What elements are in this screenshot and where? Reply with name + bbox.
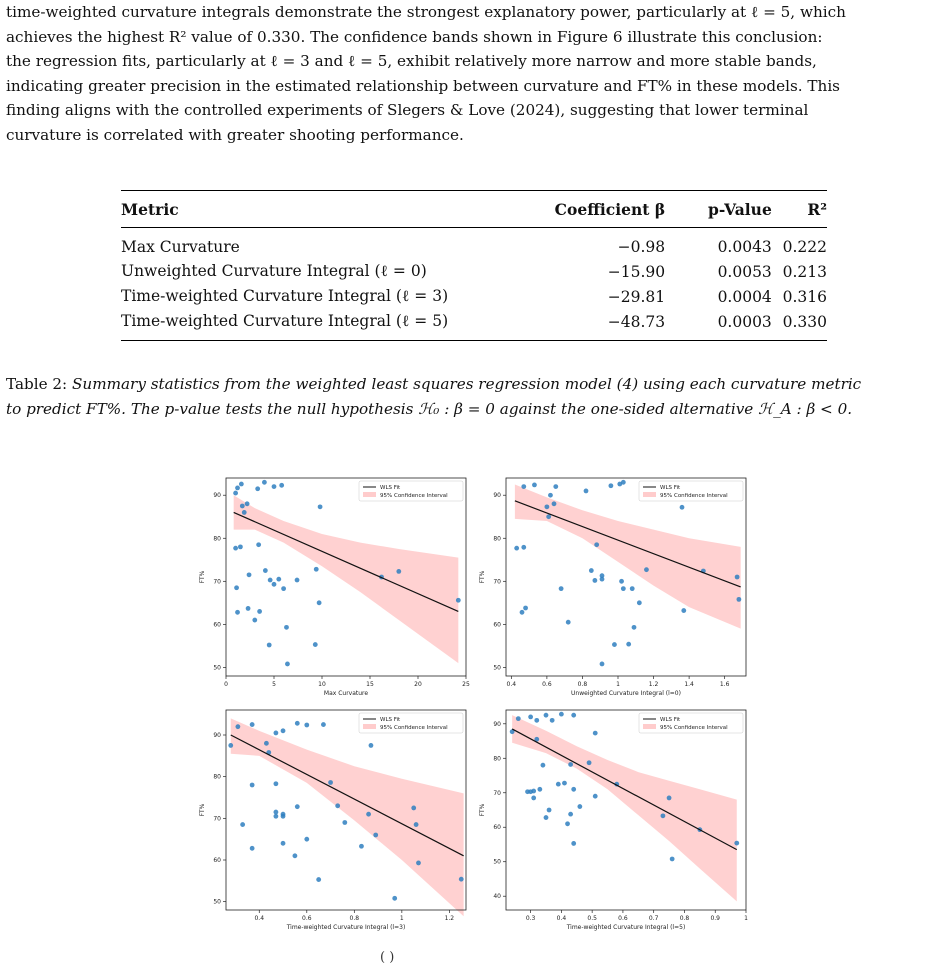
data-point	[256, 542, 261, 547]
y-axis-label: FT%	[199, 570, 206, 584]
x-tick-label: 1.4	[684, 681, 694, 688]
data-point	[281, 586, 286, 591]
data-point	[317, 600, 322, 605]
data-point	[568, 762, 573, 767]
data-point	[369, 743, 374, 748]
confidence-band	[512, 715, 737, 901]
x-tick-label: 20	[414, 681, 422, 688]
data-point	[637, 600, 642, 605]
data-point	[250, 846, 255, 851]
scatter-plot-time-weighted-l5	[476, 704, 752, 938]
data-point	[544, 713, 549, 718]
x-tick-label: 1	[616, 681, 620, 688]
wls-fit-line	[512, 729, 737, 850]
y-tick-label: 60	[493, 824, 501, 832]
data-point	[459, 877, 464, 882]
legend-entry: 95% Confidence Interval	[660, 493, 728, 499]
x-tick-label: 1	[744, 915, 748, 922]
data-point	[342, 820, 347, 825]
data-point	[593, 794, 598, 799]
data-point	[274, 781, 279, 786]
paragraph-line: the regression fits, particularly at ℓ = 3 and ℓ = 5, exhibit relatively more narrow and more stable bands,	[6, 52, 817, 70]
y-tick-label: 50	[493, 858, 501, 866]
x-tick-label: 10	[318, 681, 326, 688]
data-point	[233, 491, 238, 496]
y-tick-label: 90	[493, 720, 501, 728]
y-tick-label: 80	[493, 535, 501, 543]
y-axis-label: FT%	[479, 803, 486, 817]
x-tick-label: 0.6	[542, 681, 552, 688]
data-point	[233, 546, 238, 551]
cell-metric: Time-weighted Curvature Integral (ℓ = 5)	[121, 312, 449, 330]
caption-text: to predict FT%. The p-value tests the null hypothesis ℋ₀ : β = 0 against the one-sided alternative ℋ_A : β < 0.	[6, 399, 853, 418]
data-point	[263, 568, 268, 573]
cell-metric: Time-weighted Curvature Integral (ℓ = 3)	[121, 287, 449, 305]
y-tick-label: 60	[493, 621, 501, 629]
y-tick-label: 80	[213, 535, 221, 543]
data-point	[523, 606, 528, 611]
data-point	[621, 480, 626, 485]
data-point	[304, 837, 309, 842]
data-point	[281, 814, 286, 819]
data-point	[411, 806, 416, 811]
data-point	[279, 483, 284, 488]
data-point	[238, 544, 243, 549]
data-point	[284, 625, 289, 630]
caption-label: Table 2:	[6, 375, 68, 393]
data-point	[335, 803, 340, 808]
legend-swatch-band	[643, 724, 656, 729]
y-tick-label: 70	[493, 789, 501, 797]
data-point	[619, 579, 624, 584]
x-axis-label: Max Curvature	[323, 690, 369, 697]
legend-entry: WLS Fit	[660, 485, 681, 491]
y-tick-label: 40	[493, 893, 501, 901]
y-tick-label: 90	[213, 492, 221, 500]
paragraph-line: achieves the highest R² value of 0.330. The confidence bands shown in Figure 6 illustrate this conclusion:	[6, 27, 823, 46]
data-point	[264, 741, 269, 746]
data-point	[661, 813, 666, 818]
data-point	[242, 510, 247, 515]
x-tick-label: 1.2	[444, 915, 455, 922]
data-point	[366, 812, 371, 817]
data-point	[566, 620, 571, 625]
y-tick-label: 80	[213, 773, 221, 781]
header-p-value: p-Value	[708, 200, 772, 219]
data-point	[392, 896, 397, 901]
cell-coefficient: −29.81	[607, 287, 666, 306]
table-header-row	[121, 191, 827, 228]
legend-swatch-band	[363, 492, 376, 497]
data-point	[553, 484, 558, 489]
x-tick-label: 0.9	[710, 915, 721, 922]
data-point	[245, 501, 250, 506]
x-tick-label: 25	[462, 681, 470, 688]
data-point	[228, 743, 233, 748]
table-caption	[6, 372, 944, 421]
y-tick-label: 70	[493, 578, 501, 586]
data-point	[565, 821, 570, 826]
x-tick-label: 5	[272, 681, 276, 688]
data-point	[295, 804, 300, 809]
legend-entry: WLS Fit	[380, 717, 401, 723]
y-tick-label: 60	[213, 621, 221, 629]
data-point	[546, 514, 551, 519]
data-point	[521, 545, 526, 550]
scatter-plot-unweighted-integral	[476, 472, 752, 704]
data-point	[252, 618, 257, 623]
legend-entry: WLS Fit	[660, 717, 681, 723]
data-point	[600, 577, 605, 582]
data-point	[592, 578, 597, 583]
data-point	[516, 716, 521, 721]
cell-r2: 0.330	[782, 312, 827, 331]
data-point	[359, 844, 364, 849]
data-point	[285, 662, 290, 667]
data-point	[532, 482, 537, 487]
data-point	[571, 713, 576, 718]
header-metric: Metric	[121, 200, 179, 219]
cell-coefficient: −15.90	[607, 262, 666, 281]
data-point	[587, 760, 592, 765]
cell-p-value: 0.0003	[717, 312, 772, 331]
data-point	[316, 877, 321, 882]
data-point	[577, 804, 582, 809]
data-point	[373, 833, 378, 838]
data-point	[544, 504, 549, 509]
data-point	[550, 718, 555, 723]
paragraph-line: indicating greater precision in the estimated relationship between curvature and FT% in these models. This	[6, 76, 840, 95]
y-tick-label: 50	[493, 664, 501, 672]
data-point	[240, 822, 245, 827]
data-point	[734, 841, 739, 846]
x-tick-label: 0.3	[525, 915, 536, 922]
body-paragraph	[6, 0, 942, 147]
y-tick-label: 60	[213, 857, 221, 864]
data-point	[239, 482, 244, 487]
cell-r2: 0.222	[782, 238, 827, 256]
data-point	[736, 597, 741, 602]
data-point	[246, 606, 251, 611]
data-point	[276, 577, 281, 582]
y-tick-label: 90	[493, 492, 501, 500]
x-tick-label: 0.8	[679, 915, 690, 922]
data-point	[600, 662, 605, 667]
data-point	[632, 625, 637, 630]
cell-coefficient: −48.73	[607, 312, 666, 331]
data-point	[735, 575, 740, 580]
data-point	[235, 610, 240, 615]
data-point	[396, 569, 401, 574]
data-point	[531, 789, 536, 794]
y-axis-label: FT%	[199, 803, 206, 817]
table-row	[121, 228, 827, 260]
data-point	[534, 718, 539, 723]
x-tick-label: 0.6	[618, 915, 628, 922]
data-point	[584, 489, 589, 494]
legend-swatch-band	[643, 492, 656, 497]
y-tick-label: 50	[213, 898, 221, 906]
x-tick-label: 0.4	[506, 681, 517, 688]
data-point	[528, 714, 533, 719]
x-tick-label: 0.4	[556, 915, 567, 922]
x-tick-label: 0.6	[302, 915, 312, 922]
data-point	[250, 783, 255, 788]
data-point	[416, 861, 421, 866]
data-point	[626, 642, 631, 647]
data-point	[321, 722, 326, 727]
legend-entry: 95% Confidence Interval	[380, 725, 448, 731]
cell-p-value: 0.0004	[717, 287, 772, 306]
data-point	[537, 787, 542, 792]
data-point	[680, 505, 685, 510]
data-point	[589, 568, 594, 573]
table-row	[121, 284, 827, 309]
data-point	[247, 572, 252, 577]
data-point	[544, 815, 549, 820]
scatter-plot-time-weighted-l3	[196, 704, 472, 938]
data-point	[548, 493, 553, 498]
caption-text: Summary statistics from the weighted least squares regression model (4) using each curvature metric	[72, 375, 862, 393]
y-tick-label: 90	[213, 732, 221, 739]
footer-fragment: ( )	[380, 950, 395, 965]
data-point	[571, 841, 576, 846]
data-point	[520, 610, 525, 615]
data-point	[667, 796, 672, 801]
data-point	[235, 486, 240, 491]
table-row	[121, 259, 827, 284]
data-point	[272, 582, 277, 587]
confidence-band	[231, 718, 464, 916]
data-point	[670, 857, 675, 862]
confidence-band	[234, 495, 459, 663]
cell-p-value: 0.0043	[717, 238, 772, 256]
data-point	[250, 722, 255, 727]
x-tick-label: 0.7	[648, 915, 659, 922]
data-point	[257, 609, 262, 614]
x-tick-label: 0.8	[577, 681, 588, 688]
data-point	[571, 787, 576, 792]
data-point	[268, 578, 273, 583]
data-point	[630, 586, 635, 591]
x-tick-label: 0.4	[254, 915, 265, 922]
x-axis-label: Time-weighted Curvature Integral (l=5)	[566, 924, 686, 931]
data-point	[644, 567, 649, 572]
data-point	[328, 780, 333, 785]
data-point	[681, 608, 686, 613]
data-point	[608, 483, 613, 488]
y-axis-label: FT%	[479, 570, 486, 584]
legend-entry: WLS Fit	[380, 485, 401, 491]
x-tick-label: 0	[224, 681, 228, 688]
data-point	[255, 486, 260, 491]
cell-coefficient: −0.98	[617, 238, 666, 256]
summary-table	[121, 190, 827, 341]
x-tick-label: 1	[399, 915, 404, 922]
legend-entry: 95% Confidence Interval	[380, 493, 448, 499]
y-tick-label: 70	[213, 815, 221, 823]
data-point	[314, 567, 319, 572]
cell-metric: Unweighted Curvature Integral (ℓ = 0)	[121, 262, 427, 280]
x-tick-label: 0.5	[587, 915, 597, 922]
data-point	[234, 585, 239, 590]
x-tick-label: 1.2	[648, 681, 659, 688]
scatter-plot-max-curvature	[196, 472, 472, 704]
data-point	[552, 501, 557, 506]
data-point	[281, 841, 286, 846]
data-point	[541, 763, 546, 768]
paragraph-line: finding aligns with the controlled experiments of Slegers & Love (2024), suggesting that lower terminal	[6, 101, 809, 119]
data-point	[272, 484, 277, 489]
data-point	[568, 812, 573, 817]
data-point	[559, 712, 564, 717]
data-point	[274, 731, 279, 736]
y-tick-label: 50	[213, 664, 221, 672]
data-point	[414, 822, 419, 827]
data-point	[295, 721, 300, 726]
data-point	[281, 728, 286, 733]
data-point	[521, 484, 526, 489]
data-point	[556, 782, 561, 787]
data-point	[267, 643, 272, 648]
x-axis-label: Time-weighted Curvature Integral (l=3)	[286, 924, 406, 931]
header-r2: R²	[807, 200, 827, 219]
data-point	[594, 542, 599, 547]
data-point	[612, 642, 617, 647]
legend-swatch-band	[363, 724, 376, 729]
header-coefficient: Coefficient β	[554, 200, 666, 219]
data-point	[531, 796, 536, 801]
cell-p-value: 0.0053	[717, 262, 772, 281]
x-tick-label: 0.8	[349, 915, 360, 922]
data-point	[304, 723, 309, 728]
data-point	[562, 781, 567, 786]
x-axis-label: Unweighted Curvature Integral (l=0)	[571, 690, 681, 697]
data-point	[274, 810, 279, 815]
data-point	[456, 598, 461, 603]
table-row	[121, 309, 827, 341]
legend-entry: 95% Confidence Interval	[660, 725, 728, 731]
x-tick-label: 15	[366, 681, 374, 688]
data-point	[318, 504, 323, 509]
data-point	[559, 586, 564, 591]
data-point	[514, 546, 519, 551]
paragraph-line: curvature is correlated with greater shooting performance.	[6, 125, 464, 144]
data-point	[547, 808, 552, 813]
cell-r2: 0.316	[782, 287, 827, 306]
cell-metric: Max Curvature	[121, 238, 240, 256]
y-tick-label: 80	[493, 755, 501, 763]
x-tick-label: 1.6	[719, 681, 730, 688]
data-point	[295, 578, 300, 583]
data-point	[621, 586, 626, 591]
data-point	[274, 814, 279, 819]
data-point	[240, 504, 245, 509]
cell-r2: 0.213	[782, 262, 827, 281]
data-point	[293, 853, 298, 858]
data-point	[262, 480, 267, 485]
y-tick-label: 70	[213, 578, 221, 586]
paragraph-line: time-weighted curvature integrals demonstrate the strongest explanatory power, particularly at ℓ = 5, which	[6, 3, 846, 21]
data-point	[313, 642, 318, 647]
data-point	[593, 731, 598, 736]
data-point	[235, 724, 240, 729]
